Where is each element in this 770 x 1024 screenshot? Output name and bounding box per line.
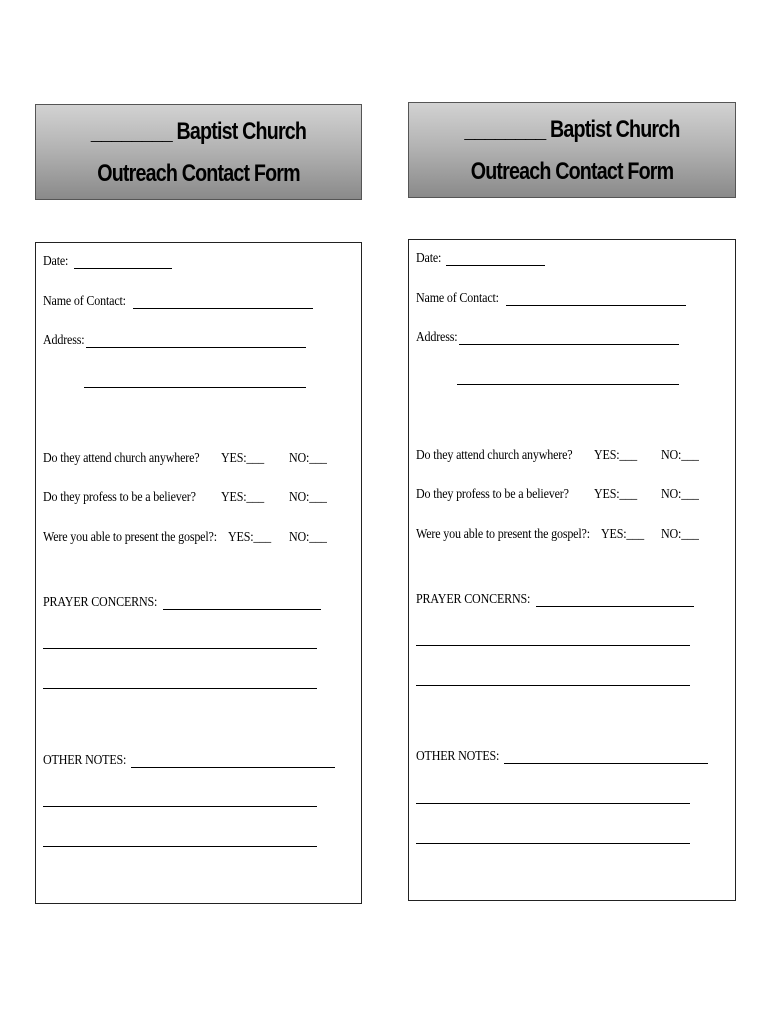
date-line[interactable] xyxy=(446,265,545,266)
prayer-line-3[interactable] xyxy=(416,685,690,686)
prayer-line-1[interactable] xyxy=(163,609,321,610)
address-line-2[interactable] xyxy=(84,387,306,388)
address-line-1[interactable] xyxy=(86,347,306,348)
gospel-question: Were you able to present the gospel?: xyxy=(43,530,217,545)
address-line-1[interactable] xyxy=(459,344,679,345)
notes-label: OTHER NOTES: xyxy=(43,753,127,768)
notes-line-3[interactable] xyxy=(43,846,317,847)
date-label: Date: xyxy=(416,251,442,266)
prayer-label: PRAYER CONCERNS: xyxy=(43,595,158,610)
gospel-yes[interactable]: YES:___ xyxy=(601,527,644,542)
church-title: ________ Baptist Church xyxy=(464,116,680,143)
form-header xyxy=(408,102,736,198)
prayer-line-1[interactable] xyxy=(536,606,694,607)
attend-no[interactable]: NO:___ xyxy=(661,448,699,463)
notes-label: OTHER NOTES: xyxy=(416,749,500,764)
notes-line-1[interactable] xyxy=(504,763,708,764)
attend-yes[interactable]: YES:___ xyxy=(594,448,637,463)
address-label: Address: xyxy=(43,333,85,348)
attend-no[interactable]: NO:___ xyxy=(289,451,327,466)
date-line[interactable] xyxy=(74,268,172,269)
gospel-question: Were you able to present the gospel?: xyxy=(416,527,590,542)
name-label: Name of Contact: xyxy=(43,294,126,309)
name-line[interactable] xyxy=(133,308,313,309)
notes-line-2[interactable] xyxy=(416,803,690,804)
gospel-no[interactable]: NO:___ xyxy=(661,527,699,542)
prayer-label: PRAYER CONCERNS: xyxy=(416,592,531,607)
name-line[interactable] xyxy=(506,305,686,306)
gospel-yes[interactable]: YES:___ xyxy=(228,530,271,545)
date-label: Date: xyxy=(43,254,69,269)
prayer-line-3[interactable] xyxy=(43,688,317,689)
notes-line-2[interactable] xyxy=(43,806,317,807)
gospel-no[interactable]: NO:___ xyxy=(289,530,327,545)
form-header xyxy=(35,104,362,200)
church-title: ________ Baptist Church xyxy=(90,118,307,145)
address-label: Address: xyxy=(416,330,458,345)
notes-line-1[interactable] xyxy=(131,767,335,768)
believer-question: Do they profess to be a believer? xyxy=(43,490,196,505)
attend-yes[interactable]: YES:___ xyxy=(221,451,264,466)
form-title: Outreach Contact Form xyxy=(470,158,674,185)
prayer-line-2[interactable] xyxy=(43,648,317,649)
believer-yes[interactable]: YES:___ xyxy=(221,490,264,505)
form-title: Outreach Contact Form xyxy=(97,160,300,187)
notes-line-3[interactable] xyxy=(416,843,690,844)
believer-no[interactable]: NO:___ xyxy=(289,490,327,505)
believer-no[interactable]: NO:___ xyxy=(661,487,699,502)
attend-question: Do they attend church anywhere? xyxy=(416,448,573,463)
name-label: Name of Contact: xyxy=(416,291,499,306)
attend-question: Do they attend church anywhere? xyxy=(43,451,200,466)
address-line-2[interactable] xyxy=(457,384,679,385)
prayer-line-2[interactable] xyxy=(416,645,690,646)
believer-question: Do they profess to be a believer? xyxy=(416,487,569,502)
believer-yes[interactable]: YES:___ xyxy=(594,487,637,502)
